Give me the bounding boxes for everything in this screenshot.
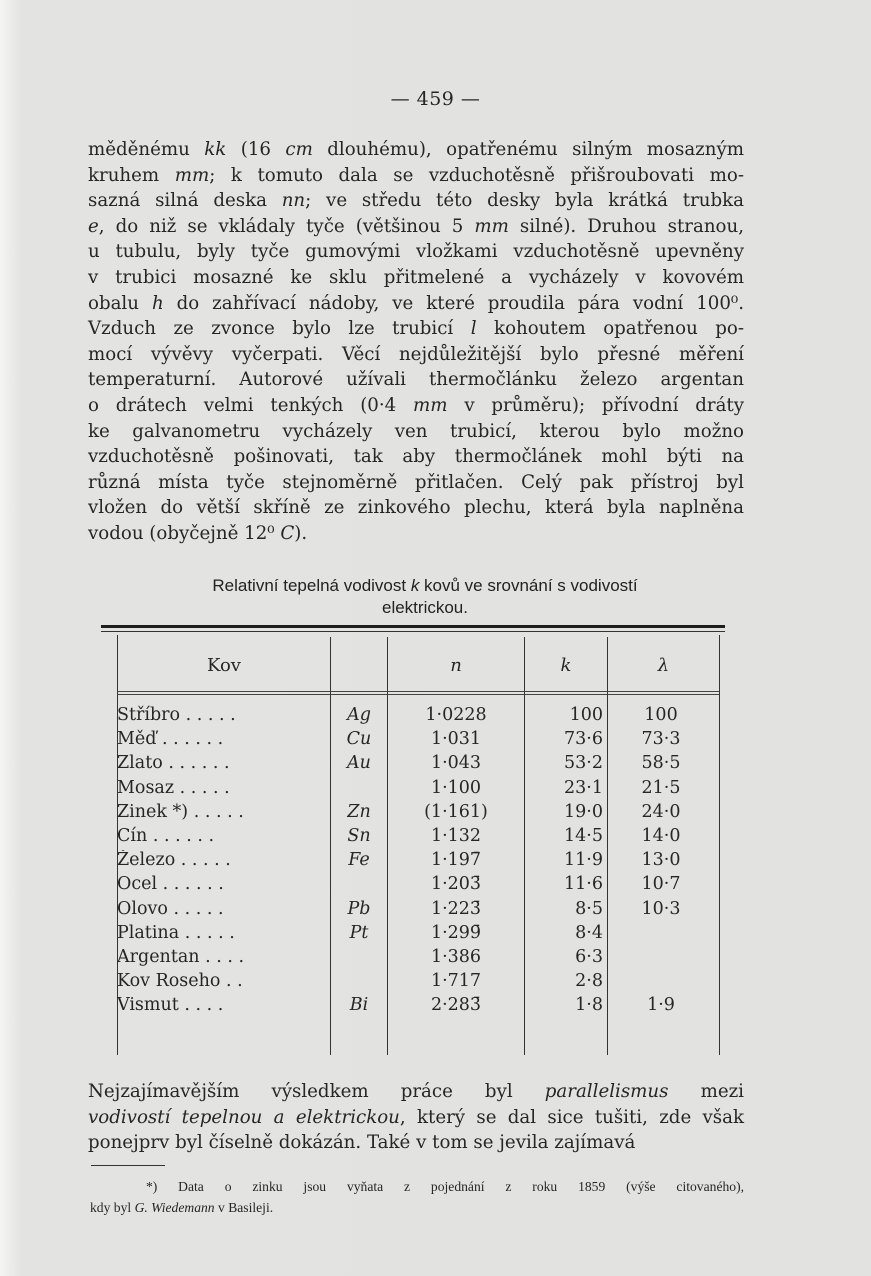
table-row (101, 850, 725, 874)
paragraph-apparatus-description (88, 137, 744, 547)
table-row (101, 802, 725, 826)
cell-k: 14·5 (564, 826, 603, 846)
cell-n: 1·299̄ (430, 922, 482, 943)
text-line: temperaturní. Autorové užívali thermočlánku železo argentan (88, 369, 744, 391)
cell-k: 6·3 (575, 947, 603, 967)
paragraph-parallelism (88, 1079, 744, 1156)
cell-symbol: Au (347, 753, 371, 774)
cell-metal-name: Mosaz . . . . . (117, 777, 230, 798)
text-line: kdy byl G. Wiedemann v Basileji. (90, 1200, 274, 1215)
text-line: obalu h do zahřívací nádoby, ve které proudila pára vodní 100⁰. (88, 292, 744, 314)
table-caption-line2: elektrickou. (382, 598, 468, 617)
table-row (101, 705, 725, 729)
cell-k: 19·0 (564, 801, 603, 822)
cell-symbol: Cu (346, 729, 372, 750)
cell-metal-name: Ocel . . . . . . (117, 874, 224, 895)
cell-metal-name: Platina . . . . . (117, 922, 235, 943)
cell-lambda: 10·7 (641, 874, 681, 895)
table-row (101, 971, 725, 995)
cell-symbol: Pb (347, 898, 371, 919)
table-row (101, 874, 725, 898)
cell-lambda: 58·5 (641, 753, 681, 774)
table-row (101, 729, 725, 753)
text-line: vodou (obyčejně 12⁰ C). (88, 522, 308, 544)
table-caption (100, 575, 750, 619)
text-line: v trubici mosazné ke sklu přitmelené a vycházely v kovovém (88, 266, 744, 288)
cell-k: 23·1 (564, 777, 603, 798)
text-line: *) Data o zinku jsou vyňata z pojednání z roku 1859 (výše citovaného), (146, 1179, 744, 1194)
text-line: ke galvanometru vycházely ven trubicí, kterou bylo možno (88, 420, 744, 442)
header-lambda: λ (657, 655, 670, 676)
cell-metal-name: Zlato . . . . . . (117, 753, 230, 774)
footnote-separator (91, 1165, 165, 1166)
text-line: e, do niž se vkládaly tyče (většinou 5 mm silné). Druhou stranou, (88, 215, 744, 237)
table-row (101, 753, 725, 777)
cell-n: 1·197̄ (430, 850, 482, 871)
cell-metal-name: Měď . . . . . . (117, 729, 224, 750)
table-row (101, 947, 725, 971)
cell-symbol: Ag (347, 705, 371, 725)
header-n: n (450, 655, 462, 676)
table-row (101, 826, 725, 850)
cell-n: 1·203̄ (430, 874, 482, 895)
text-line: o drátech velmi tenkých (0·4 mm v průměru); přívodní dráty (88, 394, 744, 416)
cell-n: 1·043 (430, 753, 482, 774)
header-rule-upper (117, 691, 719, 692)
cell-metal-name: Vismut . . . . (117, 995, 224, 1016)
cell-n: 1·132 (430, 826, 482, 846)
cell-k: 73·6 (564, 729, 603, 750)
text-line: Nejzajímavějším výsledkem práce byl parallelismus mezi (88, 1081, 744, 1102)
header-rule-lower (117, 694, 719, 695)
cell-k: 11·6 (564, 874, 603, 895)
cell-k: 11·9 (564, 850, 603, 871)
text-line: vložen do větší skříně ze zinkového plechu, která byla naplněna (88, 497, 744, 519)
cell-metal-name: Zinek *) . . . . . (117, 801, 244, 822)
cell-k: 1·8 (575, 995, 603, 1016)
table-row (101, 778, 725, 802)
cell-n: 1·100 (430, 777, 482, 798)
header-k: k (560, 655, 572, 676)
cell-symbol: Bi (349, 995, 369, 1016)
cell-symbol: Sn (347, 826, 371, 846)
cell-metal-name: Železo . . . . . (117, 850, 231, 871)
cell-metal-name: Stříbro . . . . . (117, 705, 236, 725)
text-line: ponejprv byl číselně dokázán. Také v tom se jevila zajímavá (88, 1132, 636, 1154)
cell-k: 8·5 (575, 898, 603, 919)
cell-symbol: Pt (349, 922, 369, 943)
cell-metal-name: Cín . . . . . . (117, 826, 215, 846)
cell-lambda: 73·3 (641, 729, 681, 750)
table-row (101, 995, 725, 1019)
table-row (101, 899, 725, 923)
cell-lambda: 13·0 (641, 850, 681, 871)
cell-lambda: 10·3 (641, 898, 681, 919)
cell-k: 2·8 (575, 971, 603, 992)
cell-lambda: 100 (644, 705, 678, 725)
cell-k: 53·2 (564, 753, 603, 774)
cell-symbol: Zn (347, 801, 371, 822)
table-caption-line1: Relativní tepelná vodivost k kovů ve srovnání s vodivostí (212, 576, 638, 595)
table-top-rule-thin (101, 631, 725, 632)
text-line: u tubulu, byly tyče gumovými vložkami vzduchotěsně upevněny (88, 241, 744, 263)
text-line: kruhem mm; k tomuto dala se vzduchotěsně přišroubovati mo- (88, 164, 744, 186)
cell-symbol: Fe (348, 850, 370, 871)
cell-metal-name: Argentan . . . . (117, 947, 245, 967)
text-line: Vzduch ze zvonce bylo lze trubicí l kohoutem opatřenou po- (88, 318, 745, 340)
text-line: mocí vývěvy vyčerpati. Věcí nejdůležitější bylo přesné měření (88, 343, 744, 365)
cell-n: (1·161) (424, 801, 488, 822)
cell-k: 100 (569, 705, 603, 725)
cell-n: 1·0228 (425, 705, 487, 725)
page-number: — 459 — (390, 88, 481, 110)
text-line: sazná silná deska nn; ve středu této desky byla krátká trubka (88, 190, 744, 212)
footnote-zinc (90, 1176, 744, 1218)
text-line: vodivostí tepelnou a elektrickou, který se dal sice tušiti, zde však (88, 1106, 744, 1128)
header-kov: Kov (207, 655, 241, 676)
cell-n: 2·283̄ (430, 995, 482, 1016)
table-top-rule-thick (101, 625, 725, 628)
cell-metal-name: Kov Roseho . . (117, 971, 243, 992)
conductivity-table (101, 625, 725, 1057)
cell-k: 8·4 (575, 922, 603, 943)
cell-lambda: 1·9 (647, 995, 675, 1016)
text-line: měděnému kk (16 cm dlouhému), opatřenému silným mosazným (88, 139, 744, 160)
cell-lambda: 21·5 (641, 777, 681, 798)
text-line: vzduchotěsně pošinovati, tak aby thermočlánek mohl býti na (88, 446, 744, 468)
cell-n: 1·717 (430, 971, 482, 992)
cell-n: 1·031 (430, 729, 482, 750)
table-row (101, 923, 725, 947)
cell-n: 1·223̄ (430, 898, 482, 919)
cell-lambda: 14·0 (641, 826, 681, 846)
cell-lambda: 24·0 (641, 801, 681, 822)
text-line: různá místa tyče stejnoměrně přitlačen. Celý pak přístroj byl (88, 471, 744, 493)
cell-n: 1·386 (430, 947, 482, 967)
cell-metal-name: Olovo . . . . . (117, 898, 224, 919)
